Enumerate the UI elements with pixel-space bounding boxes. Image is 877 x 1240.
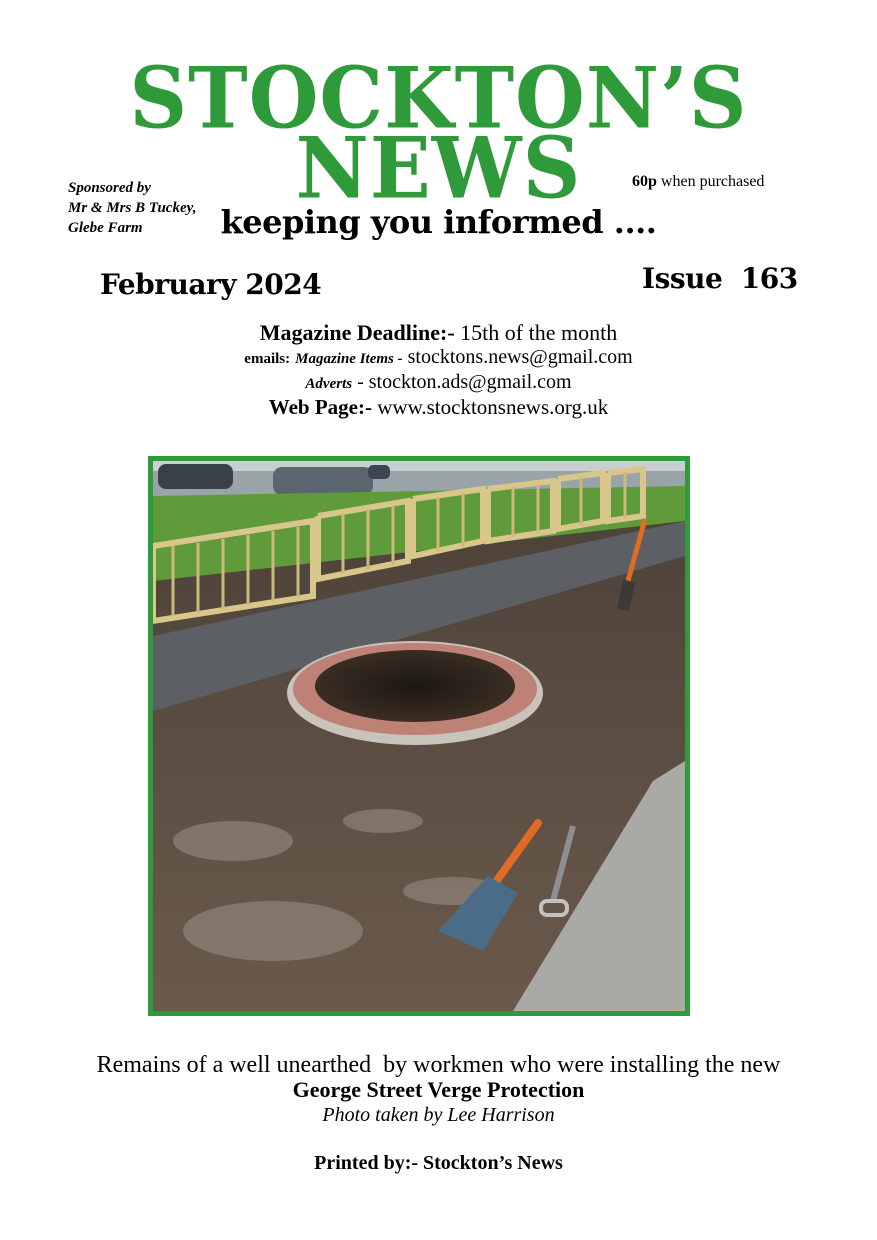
sponsor-line2: Mr & Mrs B Tuckey,: [68, 200, 197, 216]
web-line: [0, 395, 877, 420]
price-note: [632, 173, 764, 191]
adverts-label: Adverts: [305, 376, 353, 392]
price-amount: 60p: [632, 173, 657, 190]
masthead-title-line2: NEWS: [295, 118, 582, 218]
price-text: when purchased: [660, 173, 765, 190]
issue-number: Issue 163: [642, 262, 798, 295]
emails-label: emails:: [244, 351, 291, 367]
sponsor-line3: Glebe Farm: [68, 220, 143, 236]
sponsor-line1: Sponsored by: [68, 180, 151, 196]
caption-line1: Remains of a well unearthed by workmen who were installing the new: [96, 1052, 781, 1078]
well-excavation-photo: [153, 461, 685, 1011]
emails-line: [0, 346, 877, 369]
deadline-label: Magazine Deadline:-: [259, 320, 455, 345]
masthead-title-line1: STOCKTON’S: [129, 48, 748, 148]
cover-photo: [148, 456, 690, 1016]
printed-by: Printed by:- Stockton’s News: [314, 1152, 563, 1174]
web-label: Web Page:-: [268, 395, 372, 419]
deadline-line: [0, 320, 877, 346]
issue-date: February 2024: [100, 268, 322, 301]
web-url-link[interactable]: www.stocktonsnews.org.uk: [377, 395, 609, 419]
magazine-email-link[interactable]: stocktons.news@gmail.com: [407, 346, 633, 368]
magazine-items-label: Magazine Items -: [295, 351, 403, 367]
tagline: keeping you informed ....: [220, 203, 657, 241]
photo-credit: Photo taken by Lee Harrison: [322, 1104, 555, 1126]
caption-line2: George Street Verge Protection: [292, 1077, 585, 1102]
deadline-value: 15th of the month: [460, 320, 618, 345]
adverts-line: Adverts - stockton.ads@gmail.com: [305, 371, 572, 393]
adverts-email-link[interactable]: stockton.ads@gmail.com: [368, 371, 572, 393]
